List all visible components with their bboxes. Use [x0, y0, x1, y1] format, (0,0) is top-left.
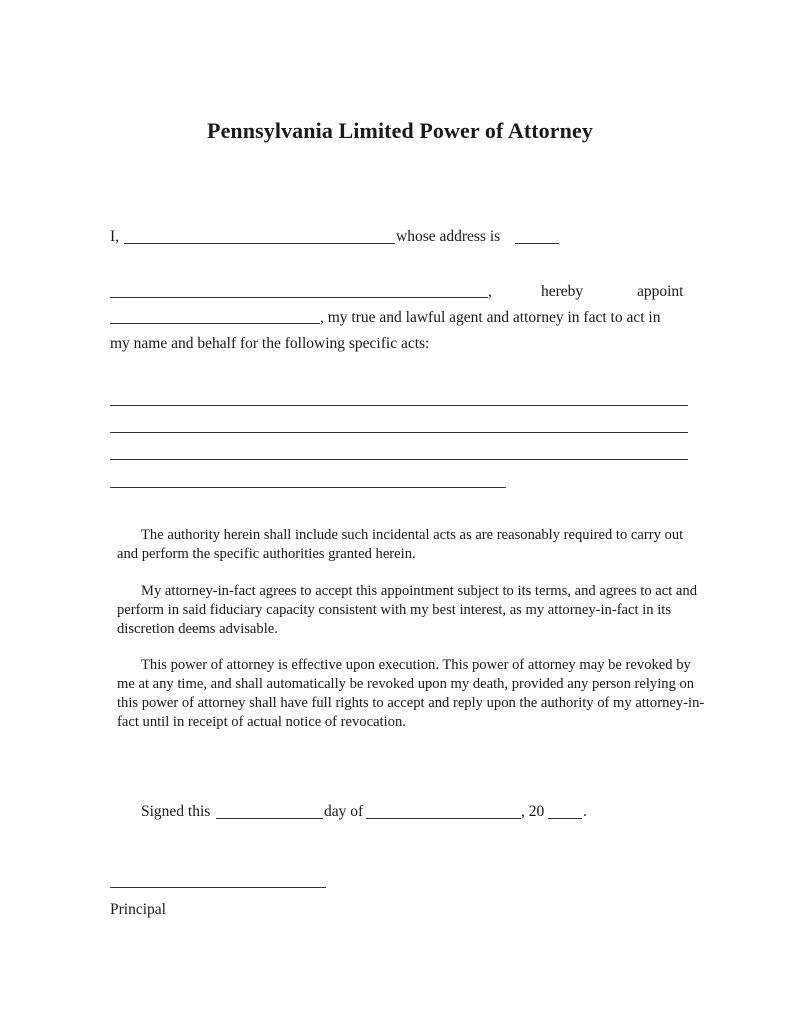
- year-prefix: , 20: [521, 803, 545, 820]
- signed-this-label: Signed this: [141, 803, 211, 820]
- appoint-label: appoint: [637, 283, 684, 300]
- principal-signature-field[interactable]: [110, 887, 326, 888]
- address-field[interactable]: [110, 297, 488, 298]
- specific-acts-line-1[interactable]: [110, 405, 688, 406]
- paragraph-acceptance: [117, 582, 707, 639]
- principal-label: Principal: [110, 901, 166, 918]
- specific-acts-line-3[interactable]: [110, 459, 688, 460]
- day-field[interactable]: [216, 818, 323, 819]
- paragraph-text: This power of attorney is effective upon execution. This power of attorney may be revoked by me at any time, and shall automatically be revoked upon my death, provided any person relying on this power of attorney shall have full rights to accept and reply upon the authority of my attorney-in-fact until in receipt of actual notice of revocation.: [117, 657, 705, 730]
- grantor-name-field[interactable]: [124, 243, 395, 244]
- year-field[interactable]: [548, 818, 582, 819]
- document-title: Pennsylvania Limited Power of Attorney: [207, 118, 593, 143]
- i-label: I,: [110, 228, 120, 245]
- specific-acts-line-4[interactable]: [110, 487, 506, 488]
- month-field[interactable]: [366, 818, 521, 819]
- grantor-line: [110, 228, 119, 246]
- paragraph-text: My attorney-in-fact agrees to accept this appointment subject to its terms, and agrees to act and perform in said fiduciary capacity consistent with my best interest, as my attorney-in-fact in its discretion deems advisable.: [117, 583, 697, 637]
- paragraph-effective-revocation: [117, 656, 707, 732]
- agent-text: , my true and lawful agent and attorney in fact to act in: [320, 309, 661, 326]
- day-of-label: day of: [324, 803, 364, 820]
- whose-address-label: whose address is: [396, 228, 501, 245]
- comma: ,: [488, 283, 492, 300]
- specific-acts-line-2[interactable]: [110, 432, 688, 433]
- agent-name-field[interactable]: [110, 323, 320, 324]
- behalf-text: my name and behalf for the following specific acts:: [110, 335, 430, 352]
- hereby-label: hereby: [541, 283, 584, 300]
- paragraph-incidental-acts: [117, 526, 707, 564]
- paragraph-text: The authority herein shall include such incidental acts as are reasonably required to carry out and perform the specific authorities granted herein.: [117, 527, 684, 562]
- period: .: [583, 803, 587, 820]
- address-field-start[interactable]: [515, 243, 559, 244]
